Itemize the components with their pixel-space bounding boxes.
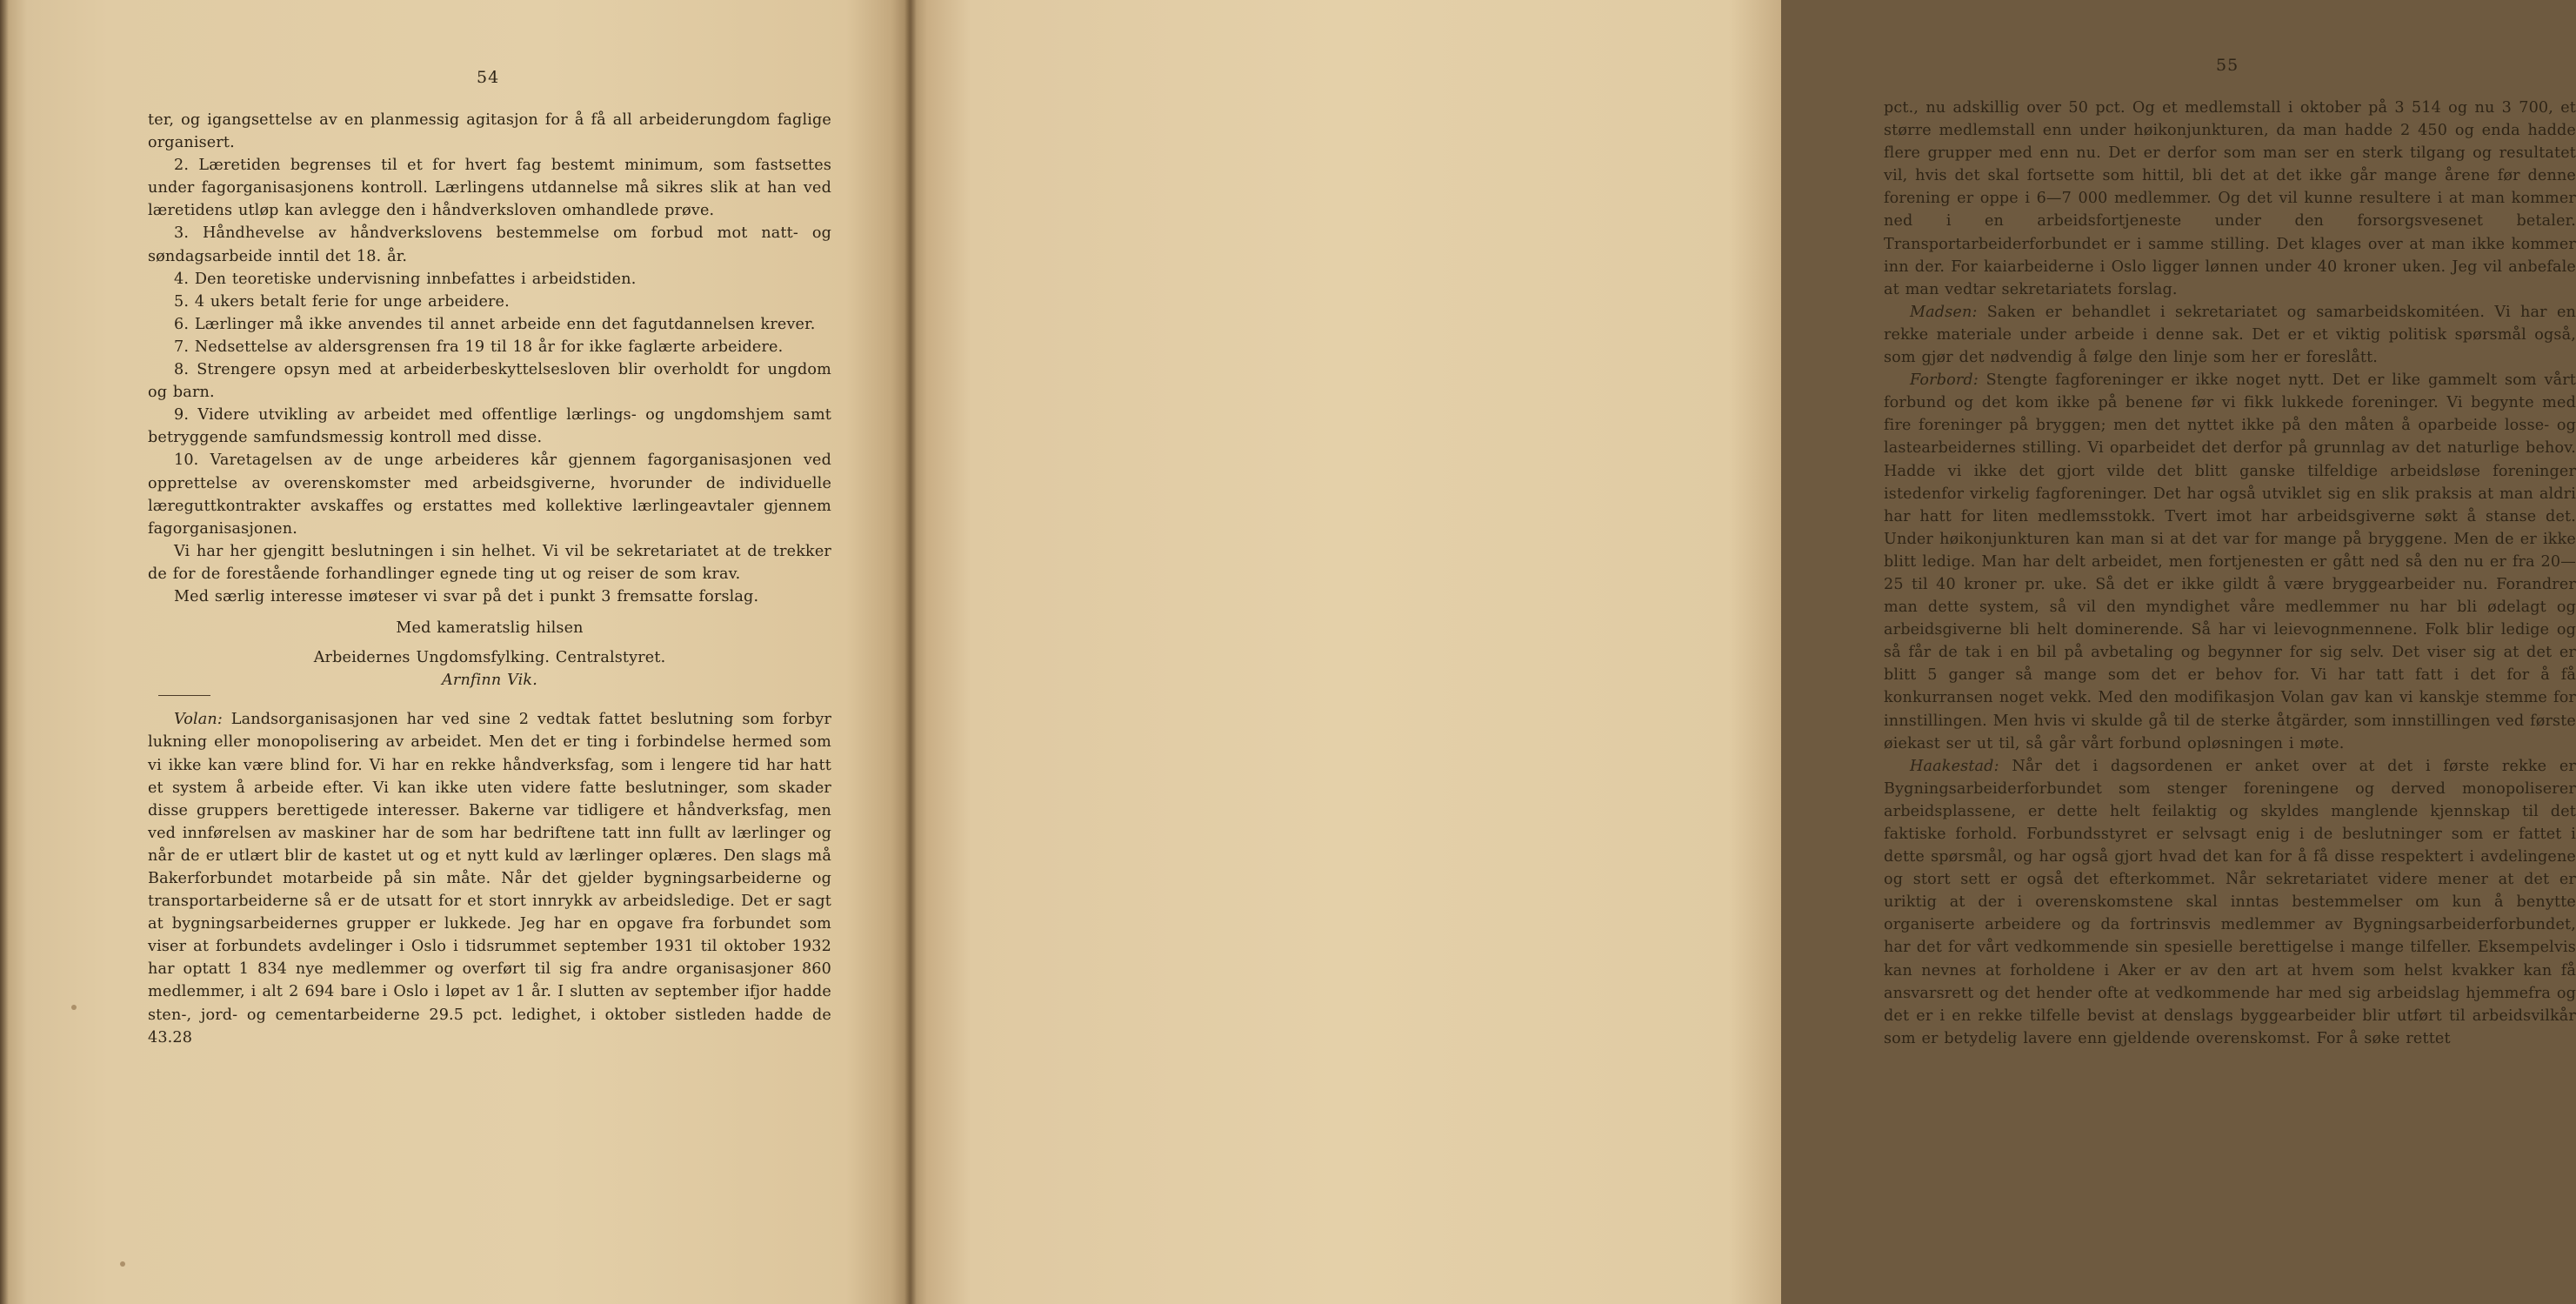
speech-paragraph [148,708,831,1048]
speech-text: Saken er behandlet i sekretariatet og samarbeidskomitéen. Vi har en rekke materiale under arbeide i denne sak. Det er et viktig politisk spørsmål også, som gjør det nødvendig å følge den linje som her er foreslått. [1884,303,2576,367]
signature-name: Arnfinn Vik. [442,672,537,690]
speech-text: pct., nu adskillig over 50 pct. Og et medlemstall i oktober på 3 514 og nu 3 700, et større medlemstall enn under høikonjunkturen, da man hadde 2 450 og enda hadde flere grupper med enn nu. Det er derfor som man ser en sterk tilgang og resultatet vil, hvis det skal fortsette som hittil, bli det at det ikke går mange årene før denne forening er oppe i 6—7 000 medlemmer. Og det vil kunne resultere i at man kommer ned i en arbeidsfortjeneste under den forsorgsvesenet betaler. Transportarbeiderforbundet er i samme stilling. Det klages over at man ikke kommer inn der. For kaiarbeiderne i Oslo ligger lønnen under 40 kroner uken. Jeg vil anbefale at man vedtar sekretariatets forslag. [1884,99,2576,298]
list-item: 4. Den teoretiske undervisning innbefattes i arbeidstiden. [174,270,637,288]
speaker-name: Volan: [174,711,223,729]
list-item: 3. Håndhevelse av håndverkslovens bestemmelse om forbud mot natt- og søndagsarbeide inntil det 18. år. [148,224,831,265]
paper-fleck [71,1005,77,1010]
right-page-body [1884,97,2576,1050]
paragraph: Med særlig interesse imøteser vi svar på det i punkt 3 fremsatte forslag. [174,587,759,605]
section-divider [158,695,210,696]
speech-text: Når det i dagsordenen er anket over at det i første rekke er Bygningsarbeiderforbundet som stenger foreningene og derved monopoliserer arbeidsplassene, er dette helt feilaktig og skyldes manglende kjennskap til det faktiske forhold. Forbundsstyret er selvsagt enig i de beslutninger som er fattet i dette spørsmål, og har også gjort hvad det kan for å få disse respektert i avdelingene og stort sett er også det efterkommet. Når sekretariatet videre mener at det er uriktig at der i overenskomstene skal inntas bestemmelser om kun å benytte organiserte arbeidere og da fortrinsvis medlemmer av Bygningsarbeiderforbundet, har det for vårt vedkommende sin spesielle berettigelse i mange tilfeller. Eksempelvis kan nevnes at forholdene i Aker er av den art at hvem som helst kvakker kan få ansvarsrett og det hender ofte at vedkommende har med sig arbeidslag hjemmefra og det er i en rekke tilfelle bevist at denslags byggearbeider blir utført til arbeidsvilkår som er betydelig lavere enn gjeldende overenskomst. For å søke rettet [1884,757,2576,1047]
speech-text: Landsorganisasjonen har ved sine 2 vedtak fattet beslutning som forbyr lukning eller monopolisering av arbeidet. Men det er ting i forbindelse hermed som vi ikke kan være blind for. Vi har en rekke håndverksfag, som i lengere tid har hatt et system å arbeide efter. Vi kan ikke uten videre fatte beslutninger, som skader disse gruppers berettigede interesser. Bakerne var tidligere et håndverksfag, men ved innførelsen av maskiner har de som har bedriftene tatt inn fullt av lærlinger og når de er utlært blir de kastet ut og et nytt kuld av lærlinger oplæres. Den slags må Bakerforbundet motarbeide på sin måte. Når det gjelder bygningsarbeiderne og transportarbeiderne så er de utsatt for et stort innrykk av arbeidsledige. Det er sagt at bygningsarbeidernes grupper er lukkede. Jeg har en opgave fra forbundet som viser at forbundets avdelinger i Oslo i tidsrummet september 1931 til oktober 1932 har optatt 1 834 nye medlemmer og overført til sig fra andre organisasjoner 860 medlemmer, i alt 2 694 bare i Oslo i løpet av 1 år. I slutten av september ifjor hadde sten-, jord- og cementarbeiderne 29.5 pct. ledighet, i oktober sistleden hadde de 43.28 [148,711,831,1047]
speech-paragraph [1884,369,2576,755]
paragraph: ter, og igangsettelse av en planmessig agitasjon for å få all arbeiderungdom faglige organisert. [148,111,831,152]
list-item: 9. Videre utvikling av arbeidet med offentlige lærlings- og ungdomshjem samt betryggende samfundsmessig kontroll med disse. [148,406,831,447]
speaker-name: Haakestad: [1910,757,1999,775]
book-gutter [904,0,917,1304]
right-page [910,0,2576,1304]
list-item: 10. Varetagelsen av de unge arbeideres kår gjennem fagorganisasjonen ved opprettelse av overenskomster med arbeidsgiverne, hvorunder de individuelle læreguttkontrakter avskaffes og erstattes med kollektive lærlingeavtaler gjennem fagorganisasjonen. [148,451,831,538]
list-item: 7. Nedsettelse av aldersgrensen fra 19 til 18 år for ikke faglærte arbeidere. [174,338,784,356]
list-item: 8. Strengere opsyn med at arbeiderbeskyttelsesloven blir overholdt for ungdom og barn. [148,361,831,402]
list-item: 6. Lærlinger må ikke anvendes til annet arbeide enn det fagutdannelsen krever. [174,315,816,333]
paper-fleck [120,1261,125,1267]
list-item: 2. Læretiden begrenses til et for hvert fag bestemt minimum, som fastsettes under fagorganisasjonens kontroll. Lærlingens utdannelse må sikres slik at han ved læretidens utløp kan avlegge den i håndverksloven omhandlede prøve. [148,157,831,220]
speaker-name: Madsen: [1910,303,1978,321]
paragraph: Vi har her gjengitt beslutningen i sin helhet. Vi vil be sekretariatet at de trekker de for de forestående forhandlinger egnede ting ut og reiser de som krav. [148,542,831,583]
page-number-left: 54 [477,68,500,87]
page-edge-shadow [0,0,9,1304]
left-page [0,0,910,1304]
speech-paragraph [1884,755,2576,1050]
list-item: 5. 4 ukers betalt ferie for unge arbeidere. [174,292,510,311]
speech-paragraph [1884,301,2576,369]
letter-closing: Med kameratslig hilsen [396,619,584,638]
page-number-right: 55 [2216,56,2239,75]
signature-organization: Arbeidernes Ungdomsfylking. Centralstyret. [313,649,666,667]
speaker-name: Forbord: [1910,371,1979,390]
speech-paragraph [1884,97,2576,301]
speech-text: Stengte fagforeninger er ikke noget nytt. Det er like gammelt som vårt forbund og det kom ikke på benene før vi fikk lukkede foreninger. Vi begynte med fire foreninger på bryggen; men det nyttet ikke på den måten å oparbeide losse- og lastearbeidernes stilling. Vi oparbeidet det derfor på grunnlag av det naturlige behov. Hadde vi ikke det gjort vilde det blitt ganske tilfeldige arbeidsløse foreninger istedenfor virkelig fagforeninger. Det har også utviklet sig en slik praksis at man aldri har hatt for liten medlemsstokk. Tvert imot har arbeidsgiverne søkt å stanse det. Under høikonjunkturen kan man si at det var for mange på bryggene. Men de er ikke blitt ledige. Man har delt arbeidet, men fortjenesten er gått ned så den nu er fra 20—25 til 40 kroner pr. uke. Så det er ikke gildt å være bryggearbeider nu. Forandrer man dette system, så vil den myndighet våre medlemmer nu har bli ødelagt og arbeidsgiverne bli helt dominerende. Så har vi leievognmennene. Folk blir ledige og så får de tak i en bil på avbetaling og begynner for sig selv. Det viser sig at det er blitt 5 ganger så mange som det er behov for. Vi har tatt fatt i det for å få konkurransen noget vekk. Med den modifikasjon Volan gav kan vi kanskje stemme for innstillingen. Men hvis vi skulde gå til de sterke åtgärder, som innstillingen ved første øiekast ser ut til, så går vårt forbund opløsningen i møte. [1884,371,2576,752]
left-page-body [148,109,831,1049]
